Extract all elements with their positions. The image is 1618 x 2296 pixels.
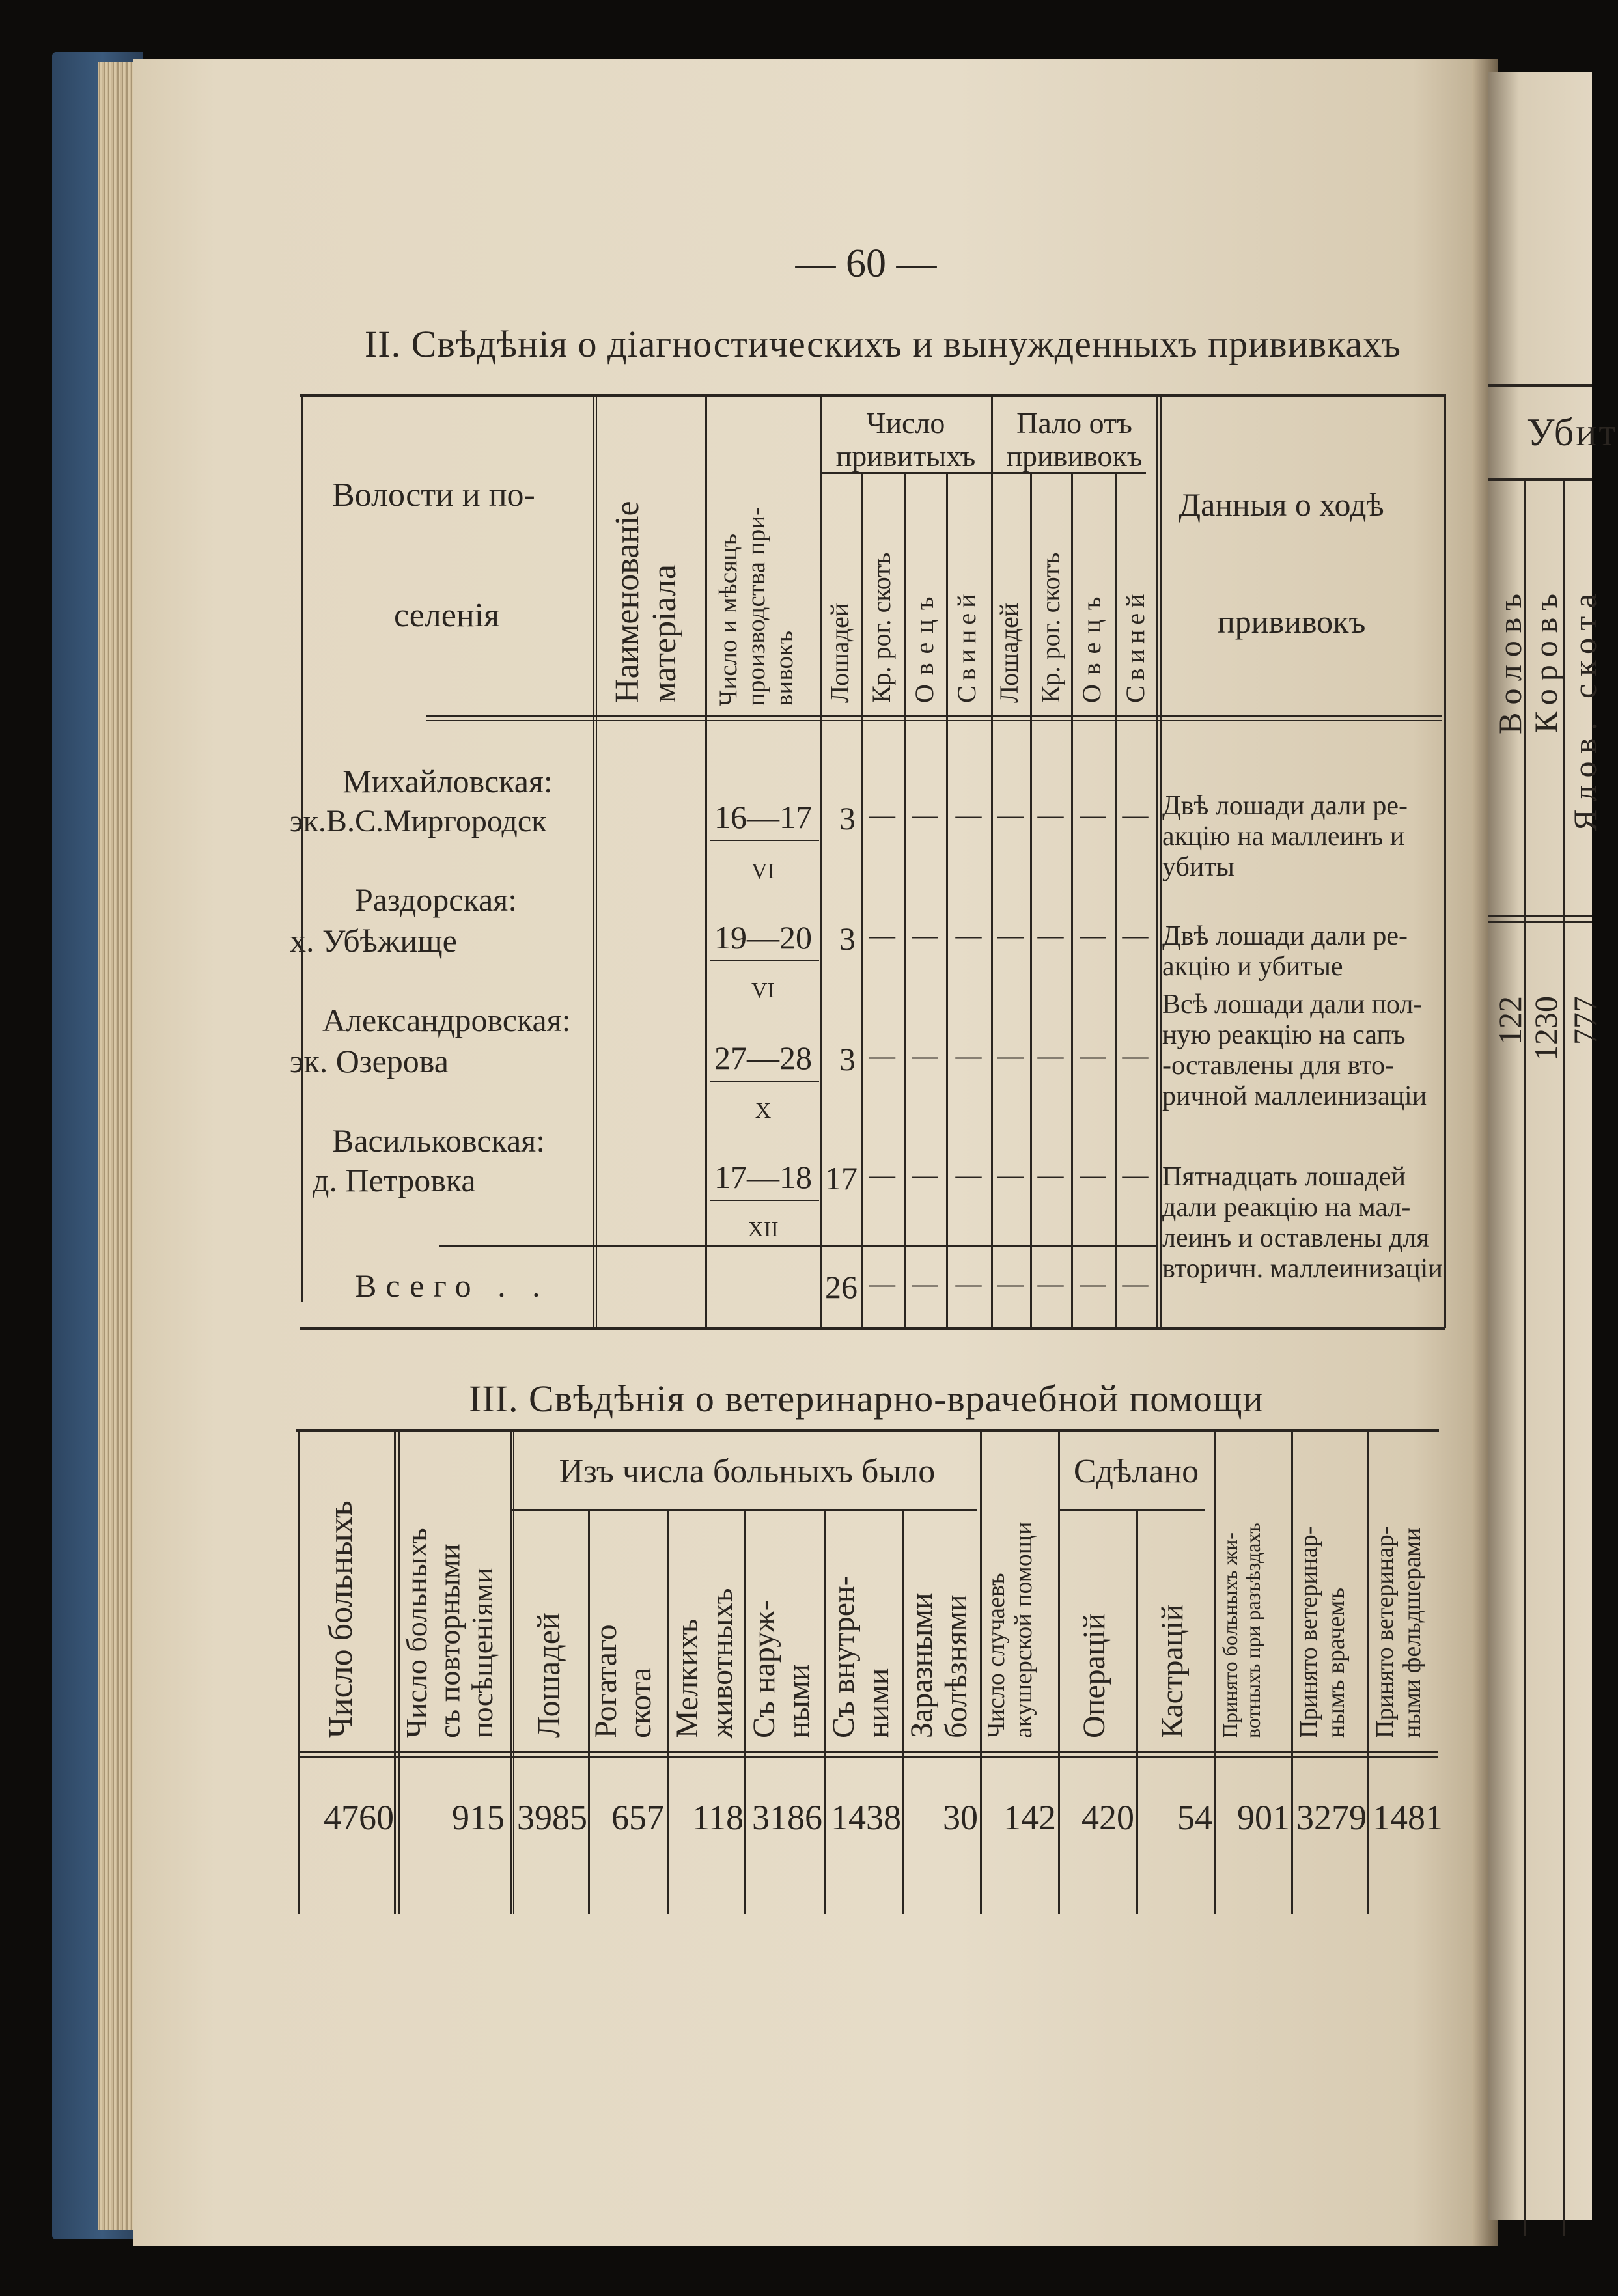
header-died: Пало отъ прививокъ [1006, 406, 1143, 473]
dash: — [997, 1041, 1024, 1070]
dash: — [955, 1269, 982, 1298]
value-3: 3985 [517, 1798, 587, 1837]
dash: — [912, 800, 938, 829]
value-11: 54 [1177, 1798, 1212, 1837]
dash: — [1122, 800, 1149, 829]
dash: — [912, 920, 938, 950]
dash: — [997, 1269, 1024, 1298]
dash: — [1037, 920, 1064, 950]
col-header-14: Принято ветеринар- ными фельдшерами [1371, 1526, 1426, 1738]
col-header-7: Съ внутрен- ними [826, 1575, 895, 1738]
table2-total-rule [439, 1245, 1156, 1247]
dash: — [869, 920, 895, 950]
value-6: 3186 [752, 1798, 822, 1837]
header-date: Число и мѣсяцъ производства при- вивокъ [714, 506, 798, 706]
dash: — [1037, 1041, 1064, 1070]
dash: — [1037, 800, 1064, 829]
header-grafted: Число привитыхъ [835, 406, 976, 473]
row3-note: Всѣ лошади дали пол- ную реакцію на сапъ -оставлены для вто- ричной маллеинизаціи [1162, 989, 1427, 1112]
table3-header-rule [298, 1751, 1438, 1753]
group-sick: Изъ числа больныхъ было [559, 1453, 936, 1490]
row1-place: эк.В.С.Миргородск [290, 804, 547, 838]
header-died-horses: Лошадей [994, 602, 1024, 703]
row4-month: XII [747, 1217, 779, 1241]
header-material: Наименованіе матеріала [609, 501, 684, 703]
row2-place: х. Убѣжище [290, 922, 457, 959]
dash: — [1080, 920, 1106, 950]
col-header-13: Принято ветеринар- нымъ врачемъ [1295, 1526, 1350, 1738]
header-sheep: Овецъ [910, 587, 939, 703]
col-header-8: Заразными болѣзнями [904, 1592, 973, 1738]
col-header-5: Мелкихъ животныхъ [670, 1588, 739, 1738]
value-8: 30 [943, 1798, 978, 1837]
dash: — [1122, 1160, 1149, 1189]
value-5: 118 [692, 1798, 744, 1837]
header-pigs: Свиней [952, 588, 981, 703]
next-page-fragment [1488, 72, 1618, 2220]
header-course-2: прививокъ [1218, 603, 1366, 640]
dash: — [869, 1269, 895, 1298]
header-volosti-2: селенія [394, 597, 500, 634]
next-col1: Воловъ [1492, 586, 1528, 734]
row4-volost: Васильковская: [332, 1122, 546, 1159]
col-header-4: Рогатаго скота [589, 1624, 658, 1738]
next-val3: 777 [1567, 996, 1603, 1045]
col-header-1: Число больныхъ [322, 1501, 359, 1738]
row2-dates: 19—20 [714, 919, 812, 956]
header-cattle: Кр. рог. скотъ [867, 552, 896, 703]
dash: — [912, 1160, 938, 1189]
row3-place: эк. Озерова [290, 1043, 449, 1079]
section2-title: II. Свѣдѣнія о діагностическихъ и вынужденныхъ прививкахъ [365, 323, 1401, 365]
section3-title: III. Свѣдѣнія о ветеринарно-врачебной помощи [469, 1377, 1264, 1420]
value-14: 1481 [1373, 1798, 1443, 1837]
table2-top-rule [300, 394, 1445, 397]
row4-note: Пятнадцать лошадей дали реакцію на мал- леинъ и оставлены для вторичн. маллеинизаціи [1162, 1162, 1443, 1284]
value-7: 1438 [831, 1798, 901, 1837]
col-header-2: Число больныхъ съ повторными посѣщеніями [400, 1528, 499, 1738]
value-13: 3279 [1296, 1798, 1367, 1837]
value-12: 901 [1237, 1798, 1290, 1837]
row3-dates: 27—28 [714, 1040, 812, 1076]
table2-bottom-rule [300, 1327, 1445, 1330]
dash: — [997, 1160, 1024, 1189]
row1-month: VI [751, 859, 775, 883]
dash: — [869, 800, 895, 829]
dash: — [1080, 800, 1106, 829]
row3-month: X [755, 1099, 772, 1123]
row1-volost: Михайловская: [342, 763, 553, 799]
dash: — [955, 1041, 982, 1070]
table3-top-rule [296, 1429, 1439, 1432]
group-done: Сдѣлано [1073, 1453, 1199, 1490]
dash: — [1080, 1041, 1106, 1070]
dash: — [1080, 1269, 1106, 1298]
dash: — [1080, 1160, 1106, 1189]
header-died-sheep: Овецъ [1077, 587, 1106, 703]
row2-volost: Раздорская: [355, 881, 518, 918]
header-horses: Лошадей [825, 602, 854, 703]
page-number: — 60 — [795, 242, 937, 286]
row2-note: Двѣ лошади дали ре- акцію и убитые [1162, 921, 1408, 982]
row1-note: Двѣ лошади дали ре- акцію на маллеинъ и убиты [1162, 791, 1408, 883]
dash: — [955, 800, 982, 829]
value-4: 657 [611, 1798, 664, 1837]
dash: — [955, 920, 982, 950]
next-heading: Убит [1527, 411, 1618, 454]
dash: — [997, 920, 1024, 950]
next-val1: 122 [1492, 996, 1528, 1045]
dash: — [1122, 1041, 1149, 1070]
row3-horses: 3 [839, 1041, 856, 1077]
dash: — [1122, 1269, 1149, 1298]
next-val2: 1230 [1527, 996, 1564, 1061]
header-died-cattle: Кр. рог. скотъ [1036, 552, 1065, 703]
dash: — [1037, 1160, 1064, 1189]
value-9: 142 [1003, 1798, 1056, 1837]
total-label: Всего . . [355, 1267, 550, 1304]
dash: — [912, 1269, 938, 1298]
row2-horses: 3 [839, 920, 856, 957]
value-1: 4760 [324, 1798, 394, 1837]
col-header-11: Кастрацій [1155, 1604, 1190, 1738]
dash: — [869, 1160, 895, 1189]
row4-horses: 17 [825, 1160, 858, 1196]
dash: — [869, 1041, 895, 1070]
next-col2: Коровъ [1527, 586, 1564, 734]
table2-header-rule [426, 715, 1442, 717]
header-course: Данныя о ходѣ [1179, 486, 1384, 523]
col-header-12: Принято больныхъ жи- вотныхъ при разъѣздахъ [1218, 1523, 1265, 1738]
next-col3: Ялов. скота [1567, 586, 1603, 831]
dash: — [1037, 1269, 1064, 1298]
col-header-9: Число случаевъ акушерской помощи [983, 1521, 1037, 1738]
row4-place: д. Петровка [313, 1162, 476, 1198]
dash: — [912, 1041, 938, 1070]
value-10: 420 [1081, 1798, 1134, 1837]
header-died-pigs: Свиней [1121, 588, 1150, 703]
row3-volost: Александровская: [322, 1002, 571, 1038]
col-header-3: Лошадей [530, 1612, 566, 1738]
dash: — [997, 800, 1024, 829]
header-volosti: Волости и по- [332, 477, 535, 514]
row1-dates: 16—17 [714, 799, 812, 835]
row1-horses: 3 [839, 800, 856, 837]
col-header-6: Съ наруж- ными [747, 1600, 816, 1738]
total-horses: 26 [825, 1269, 858, 1305]
dash: — [955, 1160, 982, 1189]
value-2: 915 [452, 1798, 505, 1837]
col-header-10: Операцій [1077, 1613, 1111, 1738]
row2-month: VI [751, 978, 775, 1003]
row4-dates: 17—18 [714, 1159, 812, 1195]
dash: — [1122, 920, 1149, 950]
